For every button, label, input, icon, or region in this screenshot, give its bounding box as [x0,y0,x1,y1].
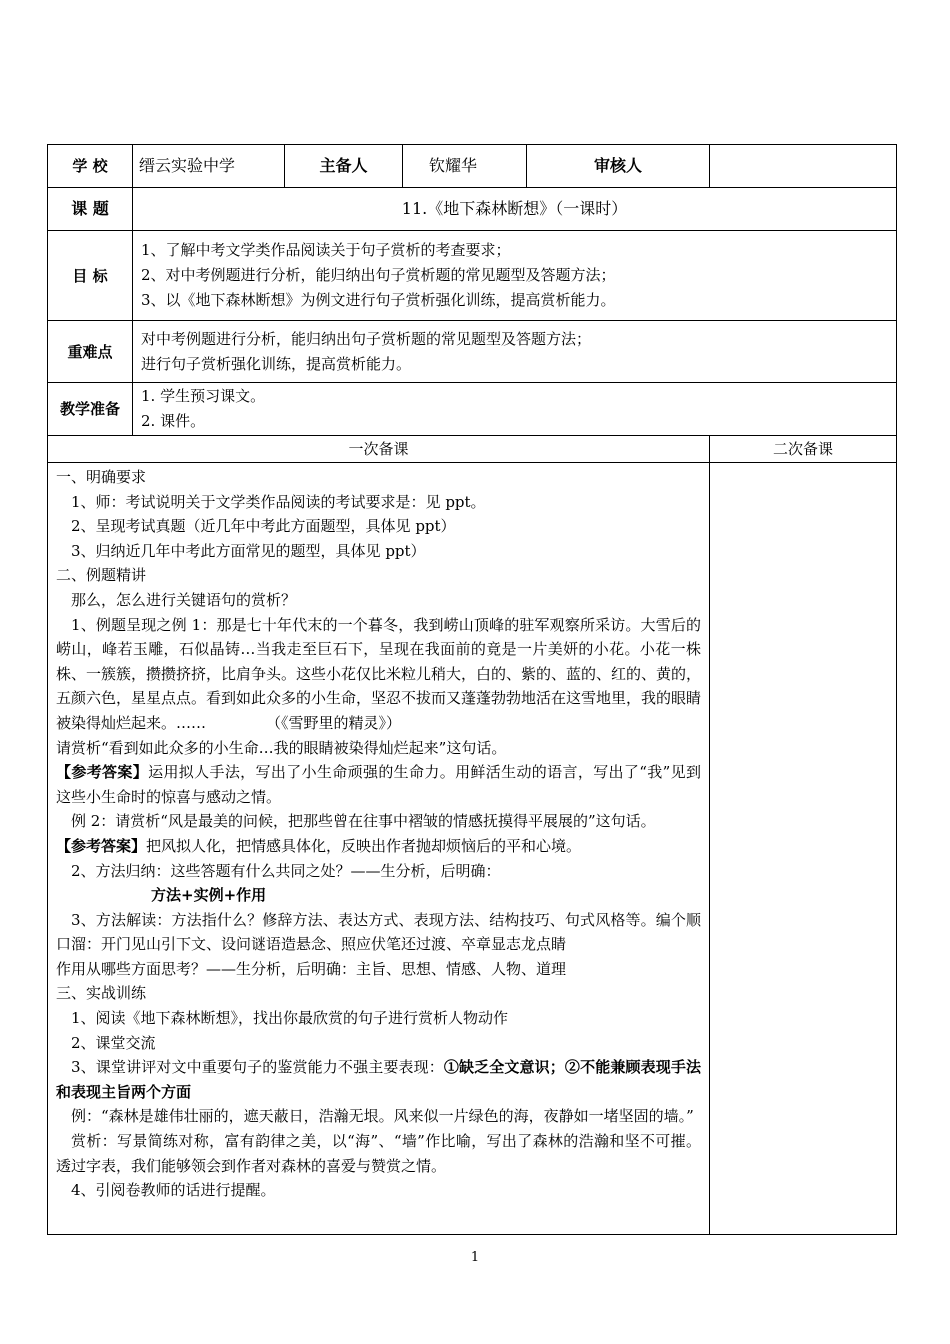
reviewer-label: 审核人 [527,145,710,188]
section-heading: 三、实战训练 [56,984,147,1003]
body-paragraph: 3、归纳近几年中考此方面常见的题型，具体见 ppt） [71,541,426,560]
body-row [48,463,897,1235]
example-paragraph: 例：“森林是雄伟壮丽的，遮天蔽日，浩瀚无垠。风来似一片绿色的海，夜静如一堵坚固的墙。” [71,1107,694,1126]
question-paragraph: 请赏析“看到如此众多的小生命…我的眼睛被染得灿烂起来”这句话。 [56,738,507,757]
key-point-item: 进行句子赏析强化训练，提高赏析能力。 [141,354,412,373]
body-paragraph: 4、引阅卷教师的话进行提醒。 [71,1181,276,1200]
key-points-list [133,321,897,383]
answer-tag: 【参考答案】 [56,763,149,782]
section-heading: 一、明确要求 [56,468,147,486]
page-number: 1 [470,1250,480,1265]
formula-text: 方法+实例+作用 [151,886,267,905]
body-paragraph: 1、阅读《地下森林断想》，找出你最欣赏的句子进行赏析人物动作 [71,1009,509,1028]
header-row [48,145,897,188]
preparer-label: 主备人 [285,145,403,188]
key-points-label: 重难点 [48,321,133,383]
preparation-label: 教学准备 [48,383,133,436]
goal-item: 3、以《地下森林断想》为例文进行句子赏析强化训练，提高赏析能力。 [141,291,616,309]
body-paragraph: 3、方法解读：方法指什么？修辞方法、表达方式、表现方法、结构技巧、句式风格等。编个顺口溜：开门见山引下文、设问谜语造悬念、照应伏笔还过渡、卒章显志龙点睛 [56,910,701,954]
goals-row [48,231,897,321]
example-text: 1、例题呈现之例 1：那是七十年代末的一个暮冬，我到崂山顶峰的驻军观察所采访。大雪后的崂山，峰若玉雕，石似晶铸…当我走至巨石下，呈现在我面前的竟是一片美妍的小花。小花一株株、一簇簇，攒攒挤挤，比肩争头。这些小花仅比米粒儿稍大，白的、紫的、蓝的、红的、黄的，五颜六色，星星点点。看到如此众多的小生命，坚忍不拔而又蓬蓬勃勃地活在这雪地里，我的眼睛被染得灿烂起来。…… [56,615,702,732]
column-header-row [48,436,897,463]
preparer-value: 钦耀华 [403,145,527,188]
body-paragraph: 作用从哪些方面思考？——生分析，后明确：主旨、思想、情感、人物、道理 [56,959,567,978]
first-prep-header: 一次备课 [48,436,710,463]
analysis-paragraph: 赏析：写景简练对称，富有韵律之美，以“海”、“墙”作比喻，写出了森林的浩瀚和坚不可摧。透过字表，我们能够领会到作者对森林的喜爱与赞赏之情。 [56,1132,701,1175]
preparation-item: 2. 课件。 [141,412,206,430]
reviewer-value [710,145,897,188]
school-label: 学 校 [48,145,133,188]
example-source: （《雪野里的精灵》） [266,713,402,732]
body-paragraph: 2、方法归纳：这些答题有什么共同之处？——生分析，后明确： [71,861,501,880]
second-prep-header: 二次备课 [710,436,897,463]
answer-tag: 【参考答案】 [56,836,147,855]
answer-paragraph [56,834,701,859]
preparation-item: 1. 学生预习课文。 [141,387,266,405]
body-text: 3、课堂讲评对文中重要句子的鉴赏能力不强主要表现： [71,1058,444,1077]
first-prep-content [48,463,710,1235]
answer-paragraph [56,760,701,809]
lesson-plan-table [47,144,897,1235]
goal-item: 2、对中考例题进行分析，能归纳出句子赏析题的常见题型及答题方法； [141,266,616,284]
second-prep-content [710,463,897,1235]
body-paragraph [56,1055,701,1104]
body-paragraph: 2、呈现考试真题（近几年中考此方面题型，具体见 ppt） [71,517,456,536]
topic-row [48,188,897,231]
example-paragraph: 例 2：请赏析“风是最美的问候，把那些曾在往事中褶皱的情感抚摸得平展展的”这句话。 [71,812,656,831]
topic-value: 11.《地下森林断想》（一课时） [133,188,897,231]
answer-text: 运用拟人手法，写出了小生命顽强的生命力。用鲜活生动的语言，写出了“我”见到这些小生命时的惊喜与感动之情。 [56,763,701,806]
body-paragraph: 那么，怎么进行关键语句的赏析？ [71,590,297,609]
answer-text: 把风拟人化，把情感具体化，反映出作者抛却烦恼后的平和心境。 [146,836,582,855]
goals-label: 目 标 [48,231,133,321]
body-paragraph: 1、师：考试说明关于文学类作品阅读的考试要求是：见 ppt。 [71,492,486,511]
body-paragraph: 2、课堂交流 [71,1033,156,1052]
preparation-list [133,383,897,436]
section-heading: 二、例题精讲 [56,566,147,585]
key-points-row [48,321,897,383]
school-value: 缙云实验中学 [133,145,285,188]
preparation-row [48,383,897,436]
goals-list [133,231,897,321]
topic-label: 课 题 [48,188,133,231]
example-paragraph [56,613,701,736]
goal-item: 1、了解中考文学类作品阅读关于句子赏析的考查要求； [141,241,511,259]
bold-text: ①缺乏全文意识；②不能兼顾表现手法和表现主旨两个方面 [56,1058,701,1101]
key-point-item: 对中考例题进行分析，能归纳出句子赏析题的常见题型及答题方法； [141,329,592,348]
